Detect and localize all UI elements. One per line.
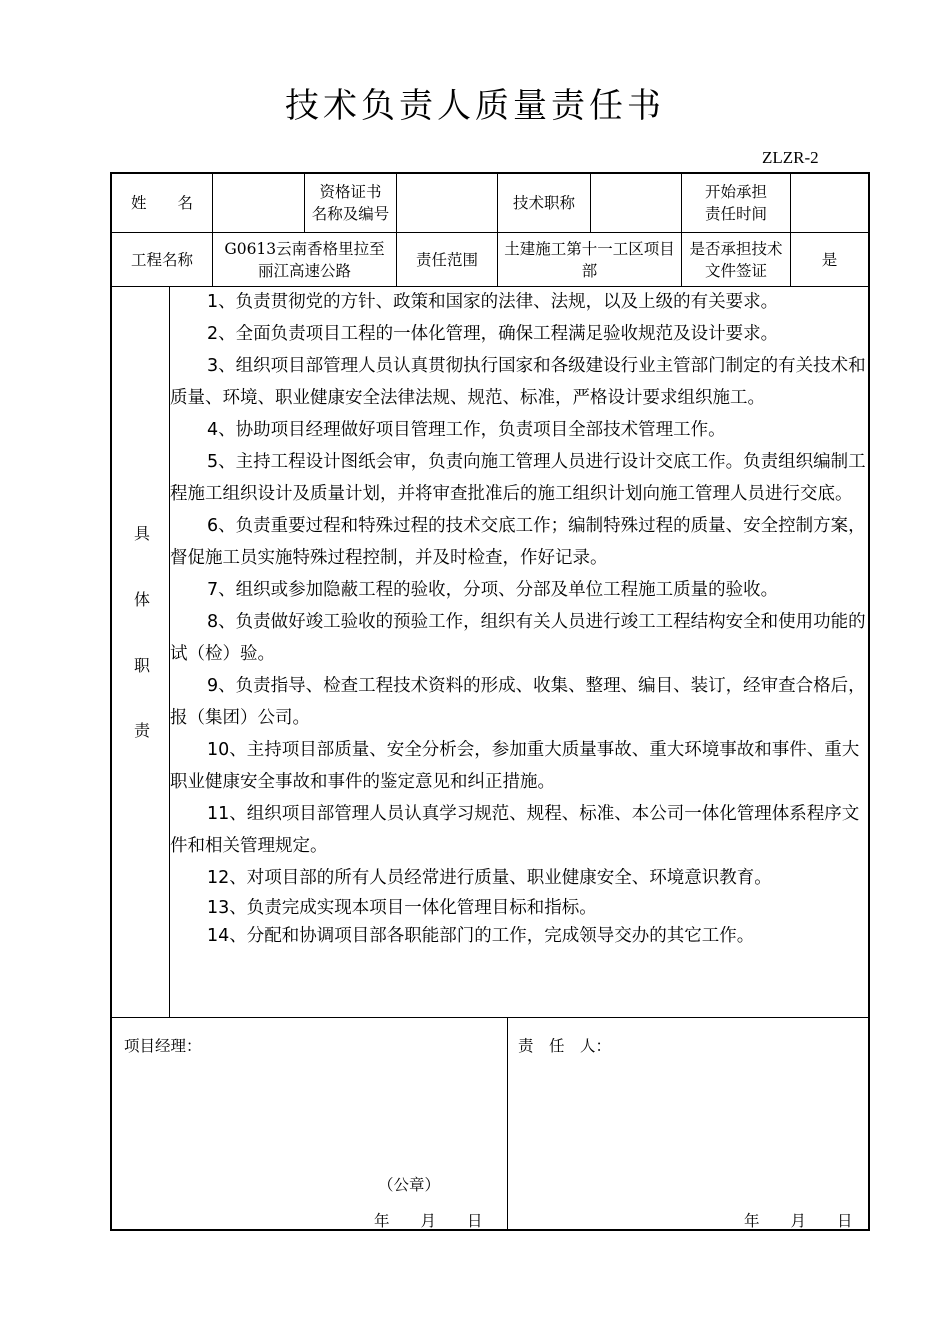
duties-side-char: 具 — [133, 524, 150, 543]
duty-item: 12、对项目部的所有人员经常进行质量、职业健康安全、环境意识教育。 — [207, 868, 772, 888]
date-right: 年 月 日 — [744, 1212, 853, 1230]
row-divider — [110, 1017, 870, 1018]
duty-item: 6、负责重要过程和特殊过程的技术交底工作；编制特殊过程的质量、安全控制方案，督促施工员实施特殊过程控制，并及时检查，作好记录。 — [170, 516, 866, 568]
duty-item: 10、主持项目部质量、安全分析会，参加重大质量事故、重大环境事故和事件、重大职业健康安全事故和事件的鉴定意见和纠正措施。 — [170, 740, 860, 792]
duty-item: 2、全面负责项目工程的一体化管理，确保工程满足验收规范及设计要求。 — [207, 324, 779, 344]
duty-item: 3、组织项目部管理人员认真贯彻执行国家和各级建设行业主管部门制定的有关技术和质量、环境、职业健康安全法律法规、规范、标准，严格设计要求组织施工。 — [170, 356, 866, 408]
duty-item: 4、协助项目经理做好项目管理工作，负责项目全部技术管理工作。 — [207, 420, 726, 440]
start-time-label: 开始承担 责任时间 — [704, 183, 767, 223]
column-divider — [507, 1017, 508, 1231]
technical-title-value[interactable] — [591, 174, 681, 232]
duties-side-char: 职 — [133, 656, 150, 675]
sign-label: 是否承担技术文件签证 — [689, 239, 783, 280]
duty-item: 9、负责指导、检查工程技术资料的形成、收集、整理、编目、装订，经审查合格后，报（集团）公司。 — [170, 676, 866, 728]
project-name-value: G0613云南香格里拉至丽江高速公路 — [224, 239, 385, 280]
duty-item: 11、组织项目部管理人员认真学习规范、规程、标准、本公司一体化管理体系程序文件和相关管理规定。 — [170, 804, 860, 856]
project-manager-label: 项目经理： — [124, 1037, 202, 1055]
scope-value: 土建施工第十一工区项目部 — [504, 239, 675, 280]
duty-item: 1、负责贯彻党的方针、政策和国家的法律、法规，以及上级的有关要求。 — [207, 292, 779, 312]
duty-item: 8、负责做好竣工验收的预验工作，组织有关人员进行竣工工程结构安全和使用功能的试（检）验。 — [170, 612, 866, 664]
scope-label: 责任范围 — [415, 250, 478, 269]
duties-side-char: 责 — [133, 721, 150, 740]
name-value[interactable] — [213, 174, 304, 232]
duties-list — [170, 286, 870, 950]
duty-item: 5、主持工程设计图纸会审，负责向施工管理人员进行设计交底工作。负责组织编制工程施工组织设计及质量计划，并将审查批准后的施工组织计划向施工管理人员进行交底。 — [170, 452, 866, 504]
document-title: 技术负责人质量责任书 — [285, 86, 665, 126]
sign-value: 是 — [821, 250, 838, 269]
certificate-label: 资格证书 名称及编号 — [311, 183, 390, 223]
duties-side-char: 体 — [133, 590, 150, 609]
document-code: ZLZR-2 — [762, 148, 819, 167]
seal-label: （公章） — [378, 1176, 441, 1194]
project-name-label: 工程名称 — [130, 250, 193, 269]
duty-item: 7、组织或参加隐蔽工程的验收，分项、分部及单位工程施工质量的验收。 — [207, 580, 779, 600]
date-left: 年 月 日 — [374, 1212, 483, 1230]
technical-title-label: 技术职称 — [512, 194, 575, 212]
certificate-value[interactable] — [397, 174, 497, 232]
duty-item: 14、分配和协调项目部各职能部门的工作，完成领导交办的其它工作。 — [207, 926, 755, 946]
name-label: 姓 名 — [130, 194, 193, 212]
duty-item: 13、负责完成实现本项目一体化管理目标和指标。 — [207, 898, 597, 918]
start-time-value[interactable] — [791, 174, 868, 232]
responsible-person-label: 责 任 人： — [518, 1037, 612, 1055]
